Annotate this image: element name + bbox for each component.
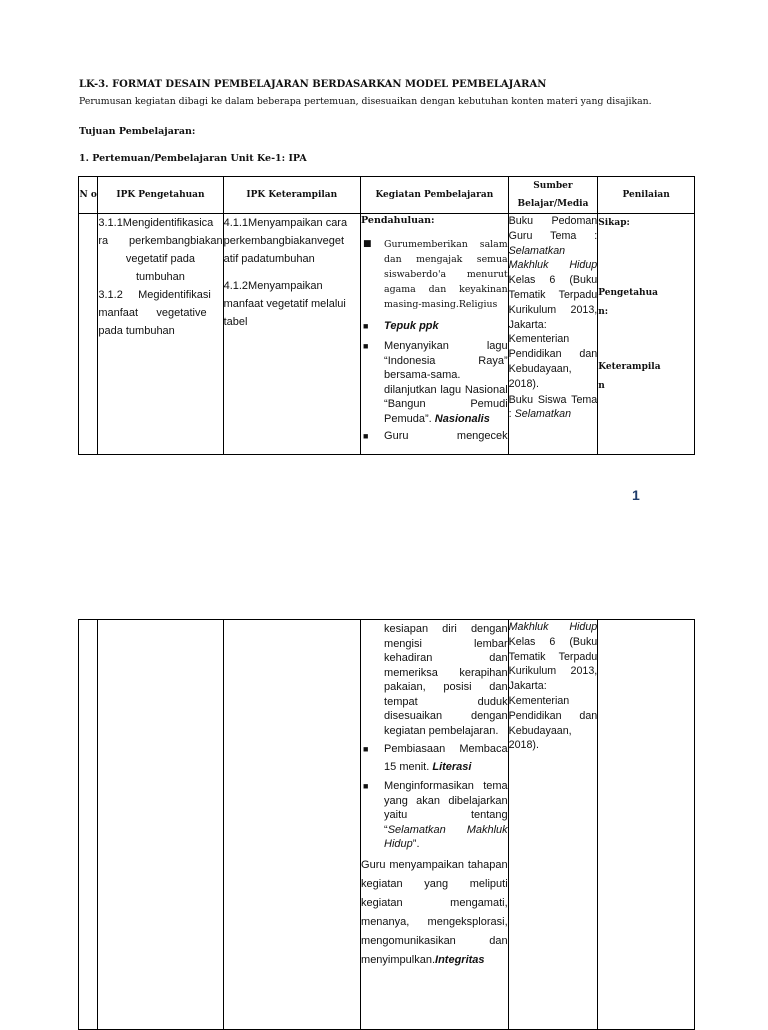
bullet-square-icon: ■ xyxy=(363,341,369,351)
sumber-text: Selamatkan Makhluk Hidup xyxy=(508,244,598,272)
list-item: ■ Gurumemberikan salam dan mengajak semua siswaberdo'a menurut agama dan keyakinan masing-masing.Religius xyxy=(363,239,508,310)
ipk-pengetahuan-line: vegetatif pada xyxy=(125,253,196,265)
header-sumber: Sumber Belajar/Media xyxy=(508,177,598,214)
header-penilaian: Penilaian xyxy=(598,177,695,214)
sumber-text: Buku Siswa Tema : xyxy=(508,393,598,421)
no-cell xyxy=(79,214,98,455)
sumber-text: Kelas 6 (Buku Tematik Terpadu Kurikulum 2013, Jakarta: Kementerian Pendidikan dan Kebudayaan, 2018). xyxy=(508,274,598,390)
sumber-text: Kelas 6 (Buku Tematik Terpadu Kurikulum 2013, Jakarta: Kementerian Pendidikan dan Kebudayaan, 2018). xyxy=(508,635,598,752)
document-title: LK-3. FORMAT DESAIN PEMBELAJARAN BERDASARKAN MODEL PEMBELAJARAN xyxy=(79,79,547,90)
header-ipk-keterampilan: IPK Keterampilan xyxy=(223,177,360,214)
penilaian-pengetahuan: Pengetahua n: xyxy=(598,288,658,317)
header-kegiatan: Kegiatan Pembelajaran xyxy=(361,177,509,214)
document-subtitle: Perumusan kegiatan dibagi ke dalam beberapa pertemuan, disesuaikan dengan kebutuhan konten materi yang disajikan. xyxy=(79,96,652,107)
ipk-pengetahuan-line: pada tumbuhan xyxy=(98,325,175,337)
bullet-square-icon: ■ xyxy=(363,744,369,754)
lesson-table-page1 xyxy=(78,176,695,455)
ipk-pengetahuan-line: 3.1.2 Megidentifikasi xyxy=(98,289,211,301)
pendahuluan-label: Pendahuluan: xyxy=(361,215,435,226)
ipk-pengetahuan-line: manfaat vegetative xyxy=(98,307,207,319)
bullet-square-icon: ■ xyxy=(363,781,369,791)
tujuan-heading: Tujuan Pembelajaran: xyxy=(79,126,196,137)
table-row xyxy=(79,620,695,1030)
penilaian-cell xyxy=(598,214,695,455)
ipk-pengetahuan-cell xyxy=(98,620,223,1030)
no-cell xyxy=(79,620,98,1030)
header-no: N o xyxy=(79,177,98,214)
lesson-table-page2 xyxy=(78,619,695,1030)
ipk-pengetahuan-line: ra perkembangbiakan xyxy=(98,235,223,247)
sumber-text: Makhluk Hidup xyxy=(508,621,598,633)
kegiatan-list xyxy=(361,740,508,852)
ipk-pengetahuan-line: 3.1.1Mengidentifikasica xyxy=(98,217,214,229)
pertemuan-heading: 1. Pertemuan/Pembelajaran Unit Ke-1: IPA xyxy=(79,153,307,164)
kegiatan-paragraph: Guru menyampaikan tahapan kegiatan yang meliputi kegiatan mengamati, menanya, mengeksplorasi, mengomunikasikan dan menyimpulkan.Integritas xyxy=(361,858,508,966)
ipk-keterampilan-cell xyxy=(223,214,360,455)
page-number: 1 xyxy=(632,487,640,503)
header-ipk-pengetahuan: IPK Pengetahuan xyxy=(98,177,223,214)
ipk-keterampilan-item: 4.1.2Menyampaikan manfaat vegetatif melalui tabel xyxy=(223,280,346,328)
list-item: ■ Menyanyikan lagu “Indonesia Raya” bersama-sama. dilanjutkan lagu Nasional “Bangun Pemudi Pemuda”. Nasionalis xyxy=(363,340,508,425)
kegiatan-continued: kesiapan diri dengan mengisi lembar kehadiran dan memeriksa kerapihan pakaian, posisi dan tempat duduk disesuaikan dengan kegiatan pembelajaran. xyxy=(384,623,508,737)
kegiatan-list xyxy=(361,237,508,444)
kegiatan-cell xyxy=(361,620,509,1030)
bullet-square-icon: ■ xyxy=(363,431,369,441)
bullet-square-icon: ■ xyxy=(363,239,372,249)
kegiatan-cell xyxy=(361,214,509,455)
list-item: ■ Pembiasaan Membaca 15 menit. Literasi xyxy=(361,740,508,776)
sumber-cell xyxy=(508,214,598,455)
ipk-keterampilan-item: 4.1.1Menyampaikan cara perkembangbiakanveget atif padatumbuhan xyxy=(223,217,348,265)
sumber-text: Selamatkan xyxy=(514,408,572,421)
table-header-row xyxy=(79,177,695,214)
penilaian-sikap: Sikap: xyxy=(598,218,630,228)
list-item: ■ Tepuk ppk xyxy=(361,317,508,335)
table-row xyxy=(79,214,695,455)
penilaian-cell xyxy=(598,620,695,1030)
penilaian-keterampilan: Keterampila n xyxy=(598,362,661,391)
ipk-keterampilan-cell xyxy=(223,620,360,1030)
bullet-square-icon: ■ xyxy=(363,321,369,331)
ipk-pengetahuan-line: tumbuhan xyxy=(135,271,185,283)
ipk-pengetahuan-cell xyxy=(98,214,223,455)
list-item: ■ Menginformasikan tema yang akan dibelajarkan yaitu tentang “Selamatkan Makhluk Hidup”. xyxy=(363,780,508,850)
list-item: ■ Guru mengecek xyxy=(363,430,508,442)
sumber-cell xyxy=(508,620,598,1030)
sumber-text: Buku Pedoman Guru Tema : xyxy=(508,215,598,242)
